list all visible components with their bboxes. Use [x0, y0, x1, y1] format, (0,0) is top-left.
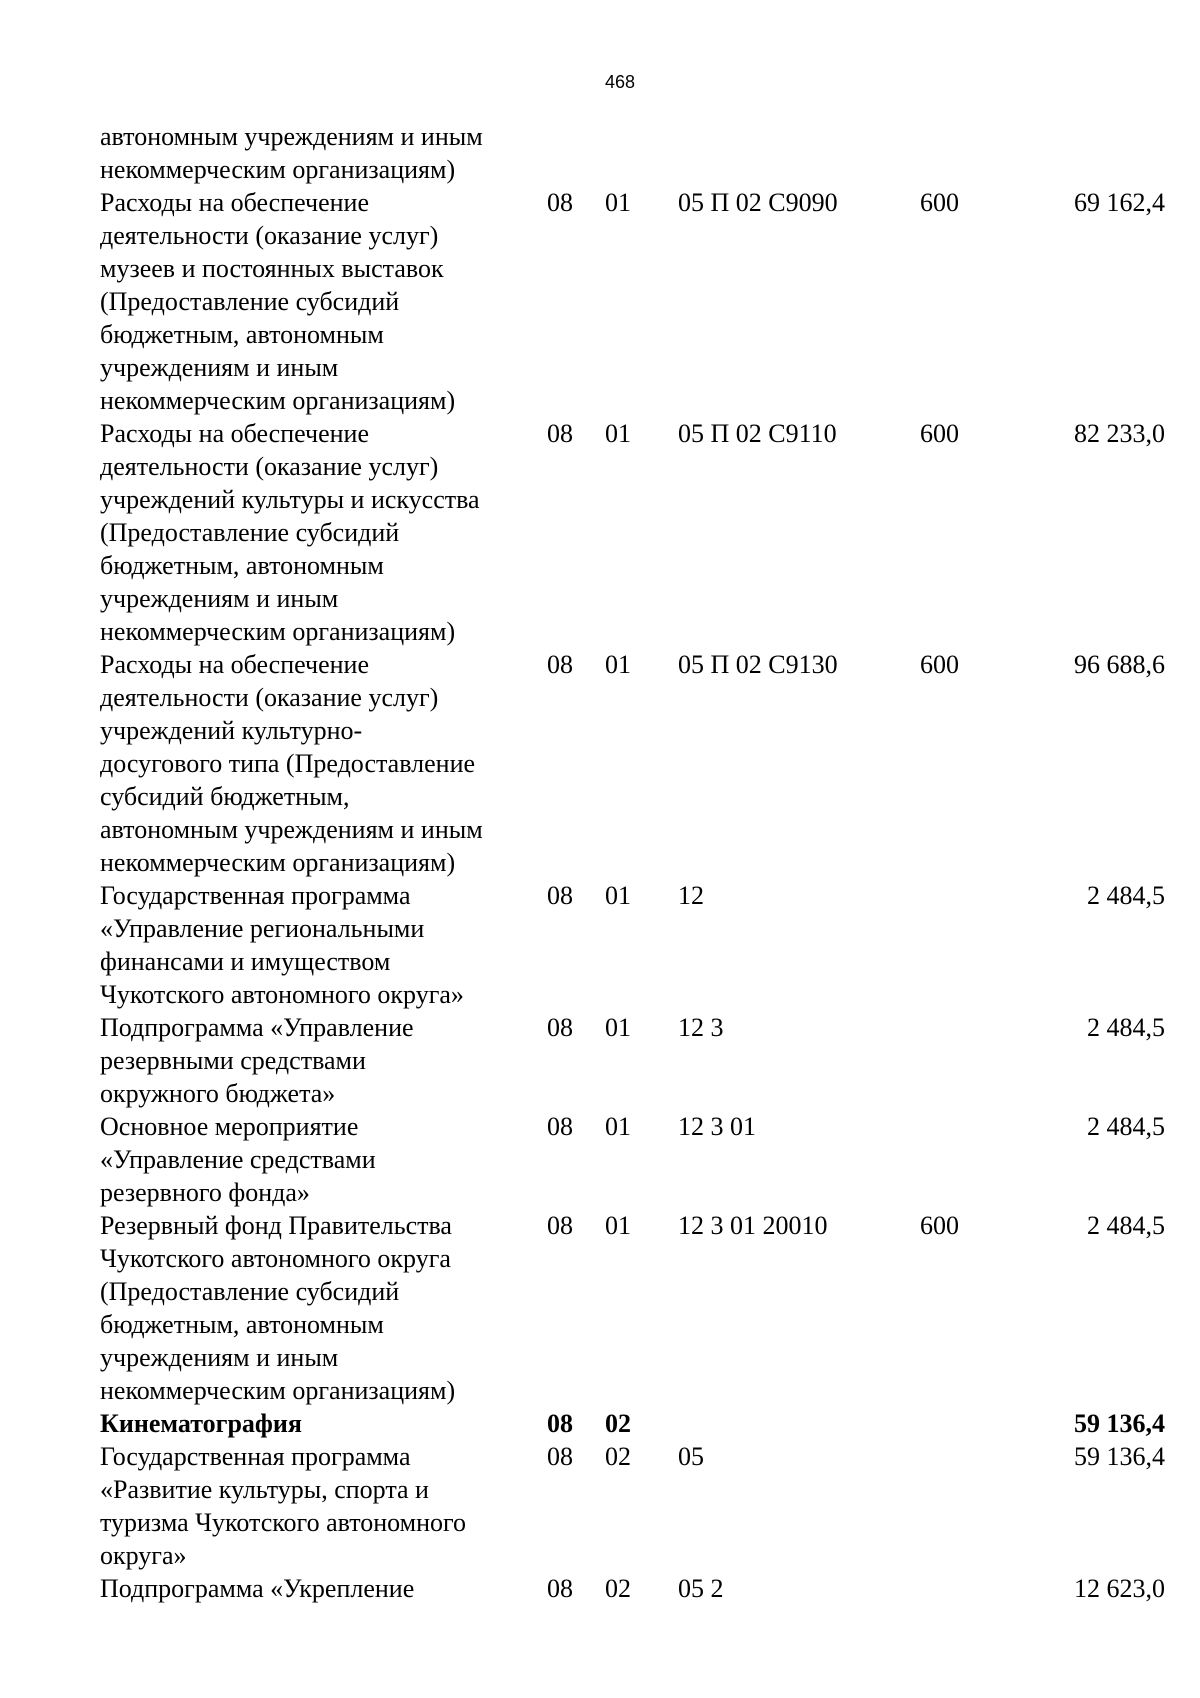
- row-name: [100, 648, 545, 879]
- target-code: 05: [678, 1442, 704, 1471]
- amount: 2 484,5: [1087, 1013, 1165, 1042]
- table-row: [100, 1110, 1165, 1209]
- section-code: 08: [547, 881, 573, 910]
- row-name-line: некоммерческим организациям): [100, 386, 456, 415]
- section-code: 08: [547, 1409, 573, 1438]
- row-name-line: окружного бюджета»: [100, 1079, 336, 1108]
- target-code: 05 П 02 С9090: [678, 188, 838, 217]
- target-code: 05 2: [678, 1574, 724, 1603]
- table-row: [100, 879, 1165, 1011]
- page-number: 468: [604, 72, 636, 92]
- table-row: [100, 1440, 1165, 1572]
- row-name-line: Основное мероприятие: [100, 1112, 359, 1141]
- subsection-code: 01: [605, 1112, 631, 1141]
- row-name: [100, 417, 545, 648]
- row-name-line: Чукотского автономного округа: [100, 1244, 451, 1273]
- row-name: [100, 1440, 545, 1572]
- row-name-line: некоммерческим организациям): [100, 1376, 456, 1405]
- subsection-code: 02: [605, 1574, 631, 1603]
- expense-type: 600: [920, 188, 959, 217]
- row-name-line: учреждений культуры и искусства: [100, 485, 480, 514]
- amount: 2 484,5: [1087, 1112, 1165, 1141]
- row-name-line: некоммерческим организациям): [100, 617, 456, 646]
- row-name-line: Расходы на обеспечение: [100, 419, 370, 448]
- amount: 59 136,4: [1074, 1409, 1165, 1438]
- table-row: [100, 120, 1165, 186]
- table-row: [100, 186, 1165, 417]
- section-code: 08: [547, 1442, 573, 1471]
- row-name-line: автономным учреждениям и иным: [100, 122, 483, 151]
- row-name-line: финансами и имуществом: [100, 947, 391, 976]
- row-name-line: деятельности (оказание услуг): [100, 221, 439, 250]
- subsection-code: 02: [605, 1442, 631, 1471]
- row-name-line: туризма Чукотского автономного: [100, 1508, 467, 1537]
- row-name-line: резервными средствами: [100, 1046, 366, 1075]
- table-row: [100, 1407, 1165, 1440]
- row-name-line: «Развитие культуры, спорта и: [100, 1475, 429, 1504]
- row-name-line: Государственная программа: [100, 881, 411, 910]
- subsection-code: 01: [605, 881, 631, 910]
- row-name-line: (Предоставление субсидий: [100, 1277, 400, 1306]
- amount: 59 136,4: [1074, 1442, 1165, 1471]
- row-name: [100, 879, 545, 1011]
- target-code: 12: [678, 881, 704, 910]
- row-name-line: учреждениям и иным: [100, 584, 339, 613]
- row-name-line: учреждениям и иным: [100, 353, 339, 382]
- table-row: [100, 1011, 1165, 1110]
- row-name-line: Подпрограмма «Управление: [100, 1013, 414, 1042]
- row-name-line: «Управление региональными: [100, 914, 425, 943]
- row-name-line: досугового типа (Предоставление: [100, 749, 476, 778]
- row-name-line: (Предоставление субсидий: [100, 518, 400, 547]
- section-code: 08: [547, 1013, 573, 1042]
- row-name-line: автономным учреждениям и иным: [100, 815, 483, 844]
- row-name: [100, 1209, 545, 1407]
- subsection-code: 02: [605, 1409, 631, 1438]
- table-row: [100, 1572, 1165, 1605]
- target-code: 12 3 01 20010: [678, 1211, 828, 1240]
- row-name-line: Государственная программа: [100, 1442, 411, 1471]
- row-name-line: некоммерческим организациям): [100, 848, 456, 877]
- row-name: [100, 1011, 545, 1110]
- target-code: 12 3 01: [678, 1112, 756, 1141]
- row-name-line: музеев и постоянных выставок: [100, 254, 444, 283]
- row-name-line: Кинематография: [100, 1409, 302, 1438]
- subsection-code: 01: [605, 1013, 631, 1042]
- target-code: 05 П 02 С9130: [678, 650, 838, 679]
- section-code: 08: [547, 1112, 573, 1141]
- subsection-code: 01: [605, 1211, 631, 1240]
- row-name-line: «Управление средствами: [100, 1145, 376, 1174]
- amount: 12 623,0: [1074, 1574, 1165, 1603]
- row-name-line: (Предоставление субсидий: [100, 287, 400, 316]
- section-code: 08: [547, 650, 573, 679]
- row-name-line: субсидий бюджетным,: [100, 782, 350, 811]
- row-name-line: деятельности (оказание услуг): [100, 452, 439, 481]
- row-name: [100, 186, 545, 417]
- table-row: [100, 1209, 1165, 1407]
- row-name-line: резервного фонда»: [100, 1178, 310, 1207]
- subsection-code: 01: [605, 650, 631, 679]
- row-name-line: бюджетным, автономным: [100, 1310, 384, 1339]
- row-name-line: бюджетным, автономным: [100, 320, 384, 349]
- row-name-line: некоммерческим организациям): [100, 155, 456, 184]
- expense-type: 600: [920, 419, 959, 448]
- row-name-line: бюджетным, автономным: [100, 551, 384, 580]
- row-name: [100, 1407, 545, 1440]
- row-name-line: учреждениям и иным: [100, 1343, 339, 1372]
- row-name-line: учреждений культурно-: [100, 716, 363, 745]
- budget-table: [100, 120, 1165, 1605]
- section-code: 08: [547, 1211, 573, 1240]
- section-code: 08: [547, 419, 573, 448]
- row-name-line: Подпрограмма «Укрепление: [100, 1574, 415, 1603]
- amount: 96 688,6: [1074, 650, 1165, 679]
- amount: 82 233,0: [1074, 419, 1165, 448]
- row-name: [100, 1110, 545, 1209]
- expense-type: 600: [920, 1211, 959, 1240]
- row-name-line: Чукотского автономного округа»: [100, 980, 464, 1009]
- subsection-code: 01: [605, 188, 631, 217]
- row-name-line: Резервный фонд Правительства: [100, 1211, 452, 1240]
- row-name: [100, 120, 545, 186]
- row-name-line: Расходы на обеспечение: [100, 188, 370, 217]
- amount: 2 484,5: [1087, 1211, 1165, 1240]
- amount: 2 484,5: [1087, 881, 1165, 910]
- table-row: [100, 417, 1165, 648]
- subsection-code: 01: [605, 419, 631, 448]
- expense-type: 600: [920, 650, 959, 679]
- row-name-line: деятельности (оказание услуг): [100, 683, 439, 712]
- row-name-line: Расходы на обеспечение: [100, 650, 370, 679]
- section-code: 08: [547, 188, 573, 217]
- row-name: [100, 1572, 545, 1605]
- target-code: 05 П 02 С9110: [678, 419, 837, 448]
- table-row: [100, 648, 1165, 879]
- section-code: 08: [547, 1574, 573, 1603]
- row-name-line: округа»: [100, 1541, 187, 1570]
- target-code: 12 3: [678, 1013, 724, 1042]
- amount: 69 162,4: [1074, 188, 1165, 217]
